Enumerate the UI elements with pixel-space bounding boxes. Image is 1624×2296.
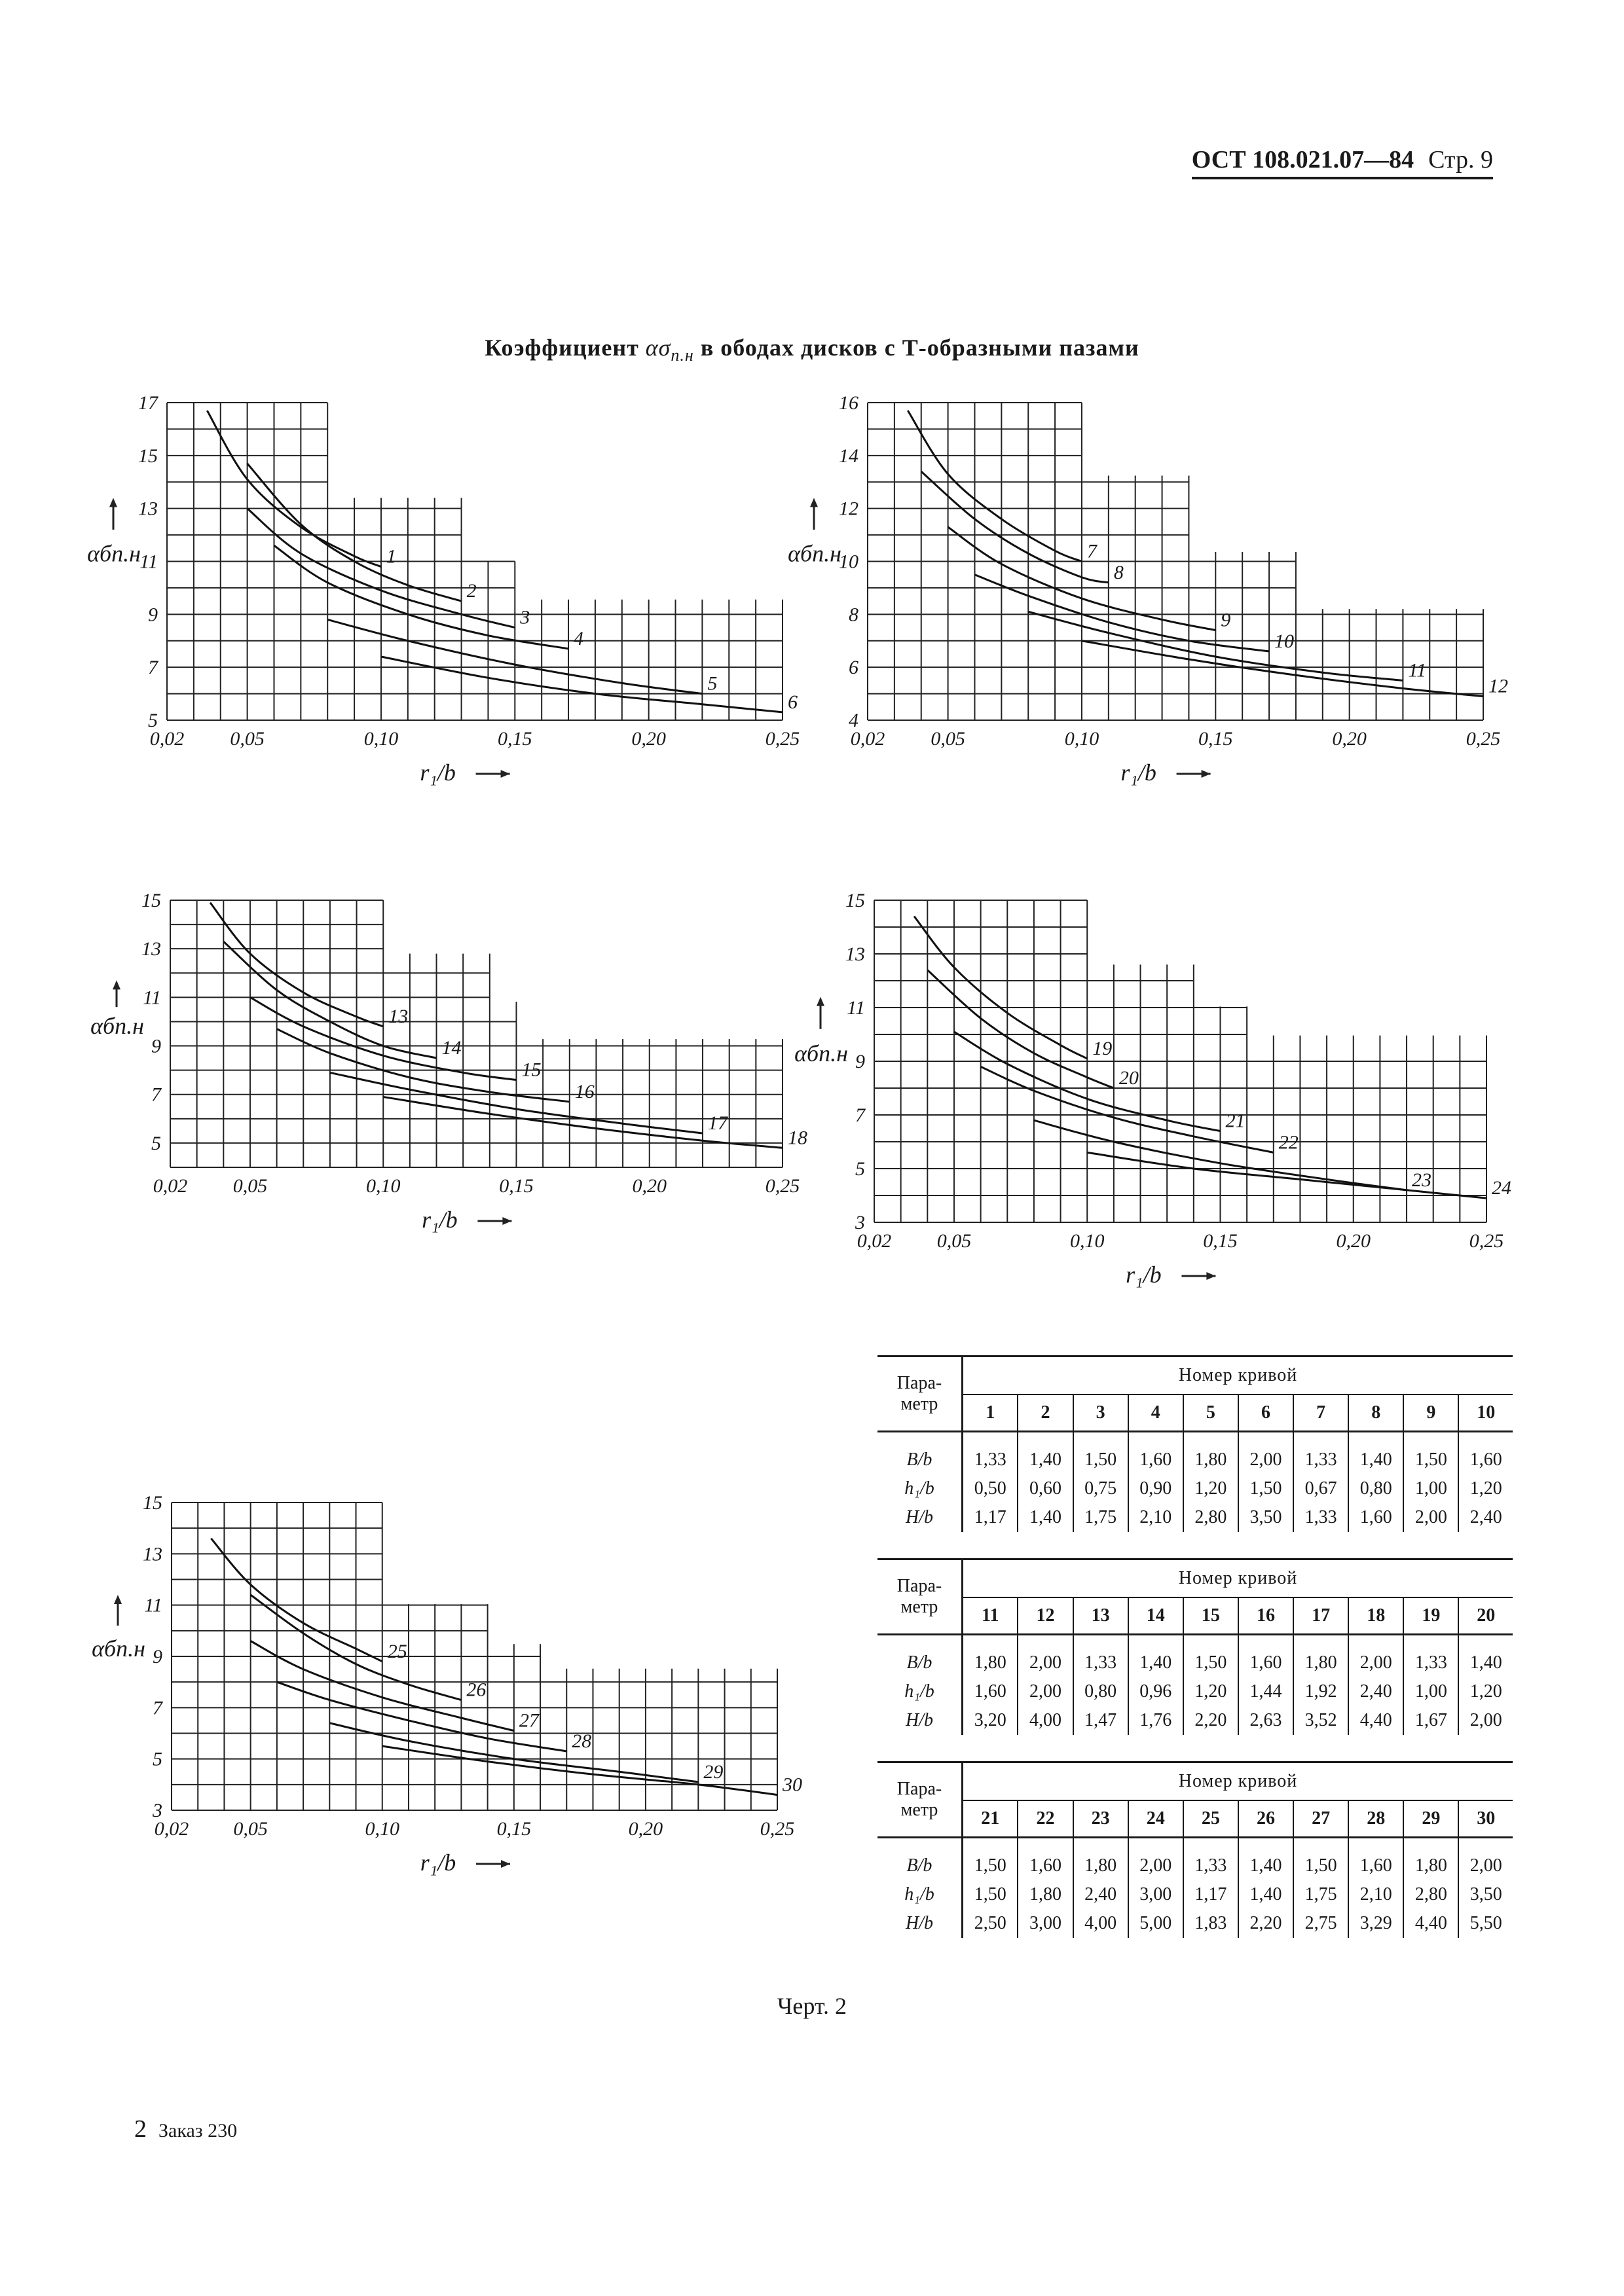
x-axis-arrowhead: [501, 1860, 510, 1868]
curve-label-5: 5: [707, 672, 718, 695]
chart-grid: [170, 900, 783, 1167]
table-cell: 1,80: [974, 1652, 1006, 1673]
y-tick-label: 11: [143, 987, 161, 1009]
curve-label-27: 27: [519, 1709, 539, 1732]
y-tick-label: 7: [153, 1697, 162, 1719]
table-cell: 1,80: [1018, 1880, 1073, 1909]
table-cell: 1,20: [1183, 1677, 1238, 1706]
table-cell: 1,92: [1293, 1677, 1348, 1706]
table-cell: 1,75: [1293, 1880, 1348, 1909]
row-label: H/b: [877, 1503, 963, 1532]
table-cell: 4,00: [1073, 1909, 1128, 1938]
curve-number: 7: [1293, 1394, 1348, 1432]
chart-5: [92, 1489, 802, 1882]
x-tick-label: 0,20: [632, 1175, 667, 1197]
table-cell: 0,50: [974, 1478, 1006, 1499]
curve-label-4: 4: [574, 627, 584, 649]
table-cell: 3,20: [974, 1710, 1006, 1730]
curve-label-28: 28: [572, 1730, 592, 1752]
table-cell: 2,00: [1238, 1446, 1293, 1474]
curve-label-20: 20: [1118, 1067, 1139, 1089]
table-cell: 2,40: [1458, 1503, 1513, 1532]
figure-title: [0, 334, 1624, 365]
table-row: [877, 1677, 1513, 1706]
table-row: [877, 1474, 1513, 1503]
table-cell: 3,52: [1293, 1706, 1348, 1735]
curve-number: 5: [1183, 1394, 1238, 1432]
table-cell: 0,96: [1128, 1677, 1183, 1706]
y-tick-label: 17: [138, 392, 158, 414]
x-tick-label: 0,10: [1064, 728, 1099, 750]
y-tick-label: 16: [839, 392, 858, 414]
y-tick-label: 9: [148, 604, 158, 626]
table-cell: 2,80: [1403, 1880, 1458, 1909]
curve-number: 13: [1073, 1597, 1128, 1635]
y-tick-label: 3: [153, 1800, 162, 1821]
table-cell: 1,60: [974, 1681, 1006, 1702]
curve-number: 1: [963, 1394, 1018, 1432]
table-cell: 2,00: [1128, 1851, 1183, 1880]
x-tick-label: 0,10: [363, 728, 399, 750]
table-cell: 2,00: [1403, 1503, 1458, 1532]
table-cell: 1,83: [1183, 1909, 1238, 1938]
table-cell: 1,00: [1403, 1474, 1458, 1503]
table-cell: 3,00: [1018, 1909, 1073, 1938]
table-cell: 2,63: [1238, 1706, 1293, 1735]
curve-number-header: Номер кривой: [963, 1559, 1513, 1598]
y-tick-label: 5: [153, 1748, 162, 1770]
row-label: H/b: [877, 1706, 963, 1735]
x-tick-label: 0,15: [496, 1818, 532, 1840]
x-tick-label: 0,05: [230, 728, 265, 750]
table-cell: 2,00: [1458, 1706, 1513, 1735]
curve-number: 9: [1403, 1394, 1458, 1432]
curve-number: 10: [1458, 1394, 1513, 1432]
x-axis-label: r₁/b: [422, 1207, 458, 1233]
chart-1: [88, 390, 802, 792]
y-tick-label: 5: [855, 1158, 865, 1180]
table-cell: 1,40: [1458, 1649, 1513, 1677]
table-cell: 2,75: [1293, 1909, 1348, 1938]
x-tick-label: 0,10: [365, 1818, 399, 1840]
x-tick-label: 0,02: [850, 728, 885, 750]
curve-label-9: 9: [1221, 609, 1231, 631]
parameter-table-3: [877, 1761, 1513, 1938]
x-tick-label: 0,20: [628, 1818, 663, 1840]
table-row: [877, 1649, 1513, 1677]
table-row: [877, 1706, 1513, 1735]
curve-number: 8: [1348, 1394, 1403, 1432]
curve-number: 17: [1293, 1597, 1348, 1635]
curve-number: 20: [1458, 1597, 1513, 1635]
y-tick-label: 11: [847, 997, 865, 1019]
x-tick-label: 0,15: [1198, 728, 1233, 750]
curve-number: 3: [1073, 1394, 1128, 1432]
curve-number: 28: [1348, 1800, 1403, 1838]
chart-grid: [868, 403, 1483, 720]
chart-grid: [172, 1503, 777, 1810]
x-tick-label: 0,10: [1069, 1230, 1105, 1252]
table-cell: 3,50: [1238, 1503, 1293, 1532]
curve-number: 2: [1018, 1394, 1073, 1432]
parameter-table-2: [877, 1558, 1513, 1735]
curve-label-7: 7: [1086, 540, 1097, 562]
x-tick-label: 0,05: [936, 1230, 972, 1252]
table-cell: 1,60: [1348, 1503, 1403, 1532]
curve-label-6: 6: [788, 691, 798, 713]
curve-number: 25: [1183, 1800, 1238, 1838]
x-tick-label: 0,02: [857, 1230, 892, 1252]
y-tick-label: 15: [845, 890, 865, 911]
curve-number: 23: [1073, 1800, 1128, 1838]
x-axis-arrowhead: [1202, 770, 1211, 778]
y-tick-label: 5: [148, 710, 158, 731]
curve-label-8: 8: [1113, 561, 1124, 583]
print-order: [134, 2115, 237, 2143]
table-cell: 1,33: [974, 1449, 1006, 1470]
x-tick-label: 0,25: [765, 728, 800, 750]
curve-25: [211, 1539, 382, 1662]
table-cell: 2,50: [974, 1913, 1006, 1933]
curve-label-21: 21: [1225, 1110, 1246, 1132]
table-cell: 1,33: [1293, 1446, 1348, 1474]
y-tick-label: 11: [139, 551, 158, 573]
table-cell: 5,50: [1458, 1909, 1513, 1938]
param-header: Пара- метр: [877, 1559, 963, 1635]
table-cell: 2,20: [1183, 1706, 1238, 1735]
table-cell: 1,40: [1018, 1446, 1073, 1474]
y-tick-label: 7: [151, 1084, 161, 1106]
x-tick-label: 0,25: [760, 1818, 795, 1840]
curve-number: 14: [1128, 1597, 1183, 1635]
y-tick-label: 13: [138, 498, 158, 520]
table-cell: 1,50: [1183, 1649, 1238, 1677]
table-cell: 3,29: [1348, 1909, 1403, 1938]
y-axis-label: αбп.н: [794, 1040, 848, 1066]
table-cell: 4,40: [1403, 1909, 1458, 1938]
table-cell: 1,47: [1073, 1706, 1128, 1735]
y-axis-label: αбп.н: [87, 540, 141, 567]
page-number: Стр. 9: [1428, 146, 1493, 173]
curve-number-header: Номер кривой: [963, 1357, 1513, 1395]
chart-grid: [167, 403, 783, 720]
table-cell: 1,33: [1293, 1503, 1348, 1532]
plot-area: [87, 392, 800, 786]
curve-label-18: 18: [788, 1127, 807, 1149]
table-cell: 2,40: [1073, 1880, 1128, 1909]
y-tick-label: 14: [839, 445, 858, 467]
x-tick-label: 0,25: [765, 1175, 800, 1197]
table-cell: 1,80: [1183, 1446, 1238, 1474]
y-tick-label: 9: [153, 1646, 162, 1667]
curve-number: 15: [1183, 1597, 1238, 1635]
curve-label-10: 10: [1274, 630, 1295, 652]
y-axis-label: αбп.н: [92, 1635, 145, 1662]
x-tick-label: 0,05: [233, 1818, 268, 1840]
table-cell: 1,40: [1348, 1446, 1403, 1474]
table-cell: 1,40: [1238, 1880, 1293, 1909]
y-tick-label: 7: [148, 657, 158, 679]
curve-number: 6: [1238, 1394, 1293, 1432]
x-tick-label: 0,15: [499, 1175, 534, 1197]
y-tick-label: 3: [855, 1212, 865, 1233]
row-label: B/b: [877, 1851, 963, 1880]
table-cell: 1,76: [1128, 1706, 1183, 1735]
table-cell: 1,50: [974, 1855, 1006, 1876]
table-cell: 2,00: [1458, 1851, 1513, 1880]
curve-7: [908, 410, 1082, 561]
x-axis-label: r₁/b: [1120, 759, 1156, 786]
x-tick-label: 0,20: [1332, 728, 1367, 750]
curve-number: 19: [1403, 1597, 1458, 1635]
table-cell: 1,75: [1073, 1503, 1128, 1532]
table-row: [877, 1503, 1513, 1532]
row-label: B/b: [877, 1446, 963, 1474]
table-cell: 2,00: [1018, 1677, 1073, 1706]
table-cell: 1,50: [1293, 1851, 1348, 1880]
curve-number: 22: [1018, 1800, 1073, 1838]
y-tick-label: 10: [839, 551, 858, 573]
curve-label-1: 1: [386, 545, 396, 568]
curve-label-22: 22: [1278, 1131, 1299, 1154]
y-tick-label: 11: [144, 1594, 162, 1616]
x-tick-label: 0,05: [931, 728, 965, 750]
table-cell: 1,60: [1018, 1851, 1073, 1880]
x-tick-label: 0,25: [1466, 728, 1501, 750]
order-number: Заказ 230: [158, 2120, 238, 2141]
y-axis-arrowhead: [817, 997, 824, 1006]
x-tick-label: 0,15: [498, 728, 532, 750]
curve-label-2: 2: [466, 580, 477, 602]
curve-label-24: 24: [1492, 1177, 1511, 1199]
y-axis-label: αбп.н: [90, 1013, 144, 1039]
curve-label-26: 26: [466, 1679, 487, 1701]
table-cell: 1,60: [1238, 1649, 1293, 1677]
curve-label-11: 11: [1408, 659, 1427, 682]
plot-area: [90, 890, 807, 1233]
x-tick-label: 0,20: [1336, 1230, 1371, 1252]
row-label: H/b: [877, 1909, 963, 1938]
curve-label-14: 14: [441, 1037, 462, 1059]
table-cell: 1,50: [1073, 1446, 1128, 1474]
x-axis-arrowhead: [502, 1217, 511, 1225]
table-cell: 1,50: [974, 1884, 1006, 1904]
table-cell: 2,40: [1348, 1677, 1403, 1706]
x-tick-label: 0,20: [631, 728, 666, 750]
figure-caption: Черт. 2: [777, 1993, 847, 2019]
chart-2: [788, 390, 1508, 792]
title-before: Коэффициент: [485, 335, 639, 361]
curve-number: 11: [963, 1597, 1018, 1635]
table-cell: 1,80: [1073, 1851, 1128, 1880]
table-cell: 1,80: [1293, 1649, 1348, 1677]
y-tick-label: 13: [141, 938, 161, 960]
table-cell: 0,80: [1073, 1677, 1128, 1706]
table-cell: 1,44: [1238, 1677, 1293, 1706]
curve-label-30: 30: [783, 1774, 802, 1796]
table-cell: 0,75: [1073, 1474, 1128, 1503]
y-tick-label: 8: [849, 604, 858, 626]
curve-13: [210, 903, 383, 1027]
row-label: h₁/b: [877, 1474, 963, 1503]
curve-1: [207, 410, 381, 566]
table-cell: 2,00: [1348, 1649, 1403, 1677]
table-cell: 1,50: [1403, 1446, 1458, 1474]
y-tick-label: 15: [138, 445, 158, 467]
table-cell: 4,40: [1348, 1706, 1403, 1735]
param-header: Пара- метр: [877, 1357, 963, 1432]
table-cell: 2,00: [1018, 1649, 1073, 1677]
plot-area: [92, 1492, 802, 1876]
curve-number: 16: [1238, 1597, 1293, 1635]
document-code: ОСТ 108.021.07—84: [1191, 146, 1414, 173]
table-cell: 2,80: [1183, 1503, 1238, 1532]
curve-number-header: Номер кривой: [963, 1762, 1513, 1801]
y-axis-arrowhead: [114, 1595, 122, 1604]
param-header: Пара- метр: [877, 1762, 963, 1838]
table-row: [877, 1880, 1513, 1909]
x-axis-label: r₁/b: [420, 1850, 456, 1876]
curve-label-23: 23: [1412, 1169, 1432, 1191]
table-cell: 1,00: [1403, 1677, 1458, 1706]
table-cell: 1,40: [1238, 1851, 1293, 1880]
x-axis-arrowhead: [501, 770, 510, 778]
y-tick-label: 12: [839, 498, 858, 520]
plot-area: [788, 392, 1508, 786]
curve-number: 18: [1348, 1597, 1403, 1635]
table-cell: 1,17: [1183, 1880, 1238, 1909]
y-axis-arrowhead: [810, 498, 818, 507]
table-cell: 5,00: [1128, 1909, 1183, 1938]
y-tick-label: 13: [143, 1543, 162, 1565]
table-cell: 2,10: [1128, 1503, 1183, 1532]
curve-number: 26: [1238, 1800, 1293, 1838]
curve-label-15: 15: [521, 1059, 542, 1081]
x-tick-label: 0,25: [1469, 1230, 1504, 1252]
table-cell: 1,33: [1073, 1649, 1128, 1677]
y-tick-label: 15: [141, 890, 161, 911]
table-cell: 1,50: [1238, 1474, 1293, 1503]
plot-area: [794, 890, 1511, 1288]
curve-label-17: 17: [708, 1112, 728, 1135]
table-row: [877, 1446, 1513, 1474]
table-cell: 1,17: [974, 1507, 1006, 1527]
table-cell: 1,80: [1403, 1851, 1458, 1880]
x-tick-label: 0,02: [149, 728, 185, 750]
y-tick-label: 4: [849, 710, 858, 731]
curve-number: 27: [1293, 1800, 1348, 1838]
y-tick-label: 13: [845, 943, 865, 965]
table-cell: 1,20: [1458, 1677, 1513, 1706]
curve-number: 24: [1128, 1800, 1183, 1838]
chart-grid: [874, 900, 1486, 1222]
table-cell: 0,90: [1128, 1474, 1183, 1503]
x-tick-label: 0,10: [365, 1175, 401, 1197]
table-cell: 1,40: [1018, 1503, 1073, 1532]
x-tick-label: 0,05: [232, 1175, 268, 1197]
table-cell: 2,10: [1348, 1880, 1403, 1909]
curve-label-3: 3: [520, 606, 530, 629]
y-axis-label: αбп.н: [788, 540, 841, 567]
x-tick-label: 0,15: [1203, 1230, 1238, 1252]
title-after: в ободах дисков с Т-образными пазами: [700, 335, 1139, 361]
x-tick-label: 0,02: [153, 1175, 188, 1197]
y-tick-label: 9: [151, 1035, 161, 1057]
table-cell: 1,20: [1458, 1474, 1513, 1503]
curve-number: 12: [1018, 1597, 1073, 1635]
curve-label-29: 29: [703, 1760, 724, 1783]
table-cell: 1,60: [1128, 1446, 1183, 1474]
x-axis-label: r₁/b: [1126, 1262, 1162, 1288]
table-row: [877, 1909, 1513, 1938]
curve-label-25: 25: [387, 1640, 407, 1662]
curve-number: 30: [1458, 1800, 1513, 1838]
y-tick-label: 5: [151, 1132, 161, 1154]
y-tick-label: 7: [855, 1104, 865, 1126]
row-label: h₁/b: [877, 1880, 963, 1909]
y-axis-arrowhead: [109, 498, 117, 507]
x-tick-label: 0,02: [154, 1818, 189, 1840]
table-cell: 1,20: [1183, 1474, 1238, 1503]
table-cell: 1,60: [1348, 1851, 1403, 1880]
document-header: [1192, 145, 1493, 179]
y-tick-label: 9: [855, 1051, 865, 1072]
curve-label-19: 19: [1092, 1037, 1113, 1059]
row-label: h₁/b: [877, 1677, 963, 1706]
y-tick-label: 15: [143, 1492, 162, 1514]
x-axis-arrowhead: [1206, 1272, 1215, 1280]
table-cell: 3,00: [1128, 1880, 1183, 1909]
row-label: B/b: [877, 1649, 963, 1677]
curve-6: [381, 657, 783, 712]
table-row: [877, 1851, 1513, 1880]
table-cell: 0,67: [1293, 1474, 1348, 1503]
curve-number: 29: [1403, 1800, 1458, 1838]
curve-label-16: 16: [574, 1080, 595, 1102]
table-cell: 1,67: [1403, 1706, 1458, 1735]
y-axis-arrowhead: [113, 980, 120, 989]
table-cell: 4,00: [1018, 1706, 1073, 1735]
table-cell: 2,20: [1238, 1909, 1293, 1938]
sheet-number: 2: [134, 2115, 147, 2143]
curve-number: 4: [1128, 1394, 1183, 1432]
table-cell: 0,60: [1018, 1474, 1073, 1503]
table-cell: 1,33: [1403, 1649, 1458, 1677]
title-symbol: $\alpha\sigma_{п.н}$: [645, 335, 694, 365]
table-cell: 1,40: [1128, 1649, 1183, 1677]
curve-label-12: 12: [1488, 675, 1508, 697]
table-cell: 1,60: [1458, 1446, 1513, 1474]
chart-4: [794, 887, 1511, 1294]
chart-3: [90, 887, 807, 1239]
curve-19: [914, 917, 1087, 1059]
table-cell: 1,33: [1183, 1851, 1238, 1880]
y-tick-label: 6: [849, 657, 858, 679]
curve-label-13: 13: [388, 1005, 409, 1027]
parameter-table-1: [877, 1355, 1513, 1532]
table-cell: 3,50: [1458, 1880, 1513, 1909]
x-axis-label: r₁/b: [420, 759, 456, 786]
table-cell: 0,80: [1348, 1474, 1403, 1503]
curve-number: 21: [963, 1800, 1018, 1838]
